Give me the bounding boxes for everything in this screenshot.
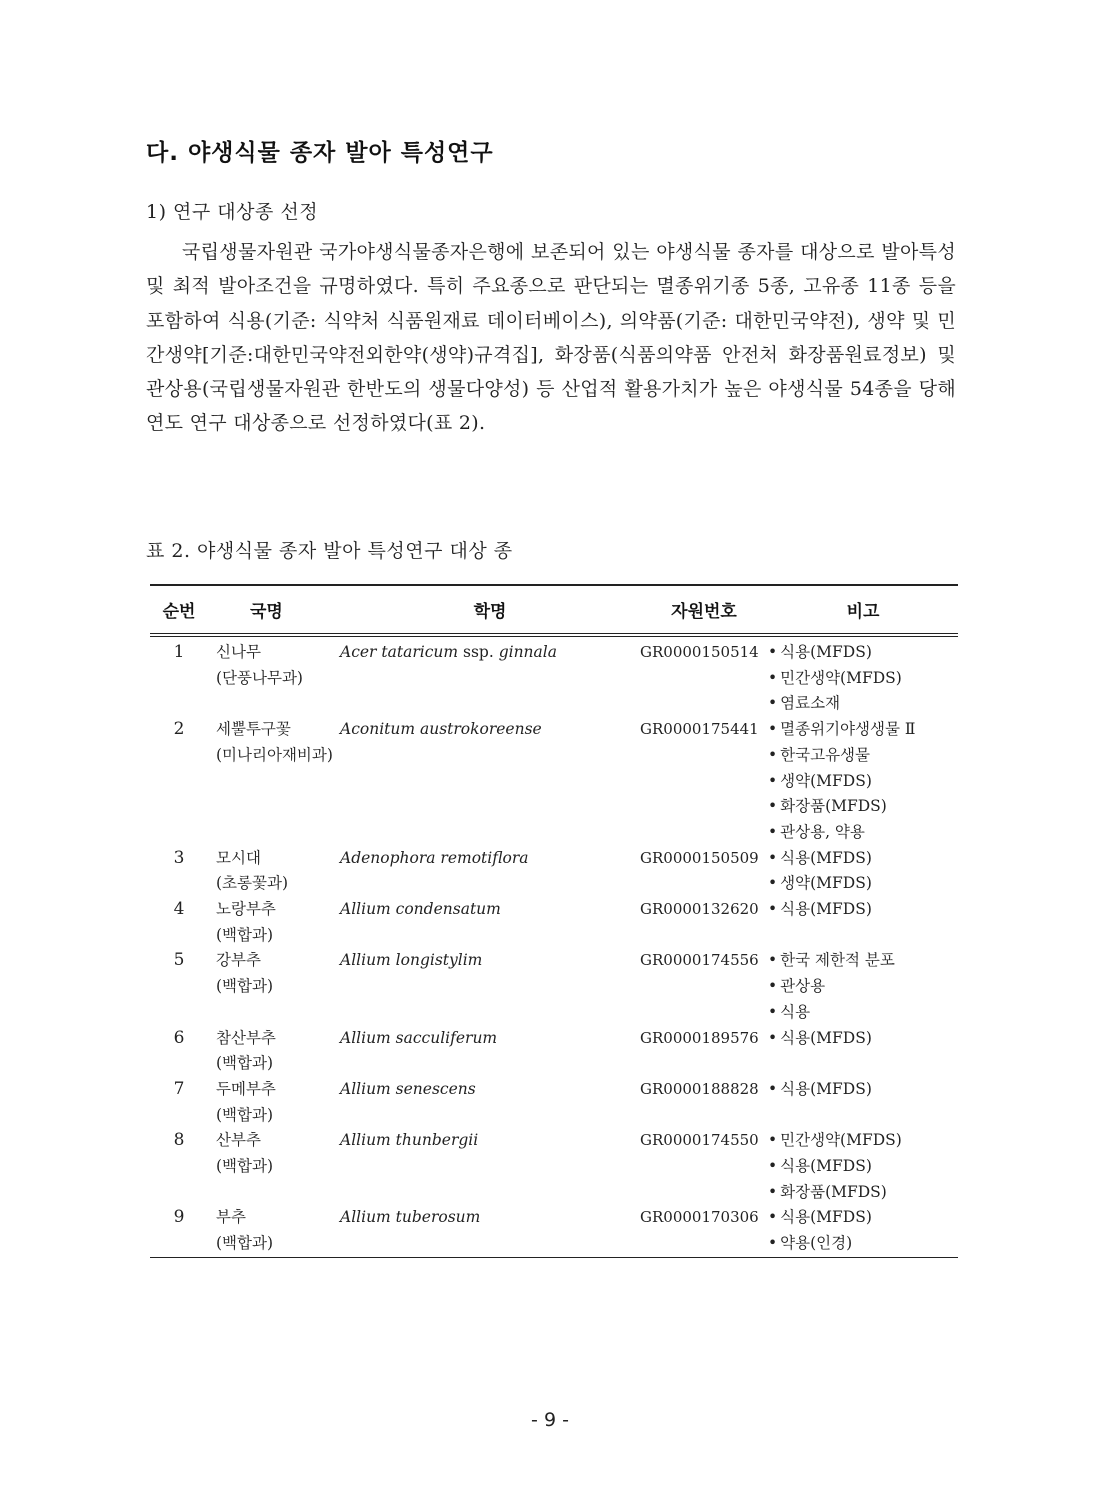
- scientific-name: Allium tuberosum: [340, 1208, 481, 1227]
- korean-name: 노랑부추: [216, 900, 276, 919]
- row-number: 8: [173, 1130, 185, 1151]
- row-number: 9: [173, 1207, 185, 1228]
- scientific-name: Adenophora remotiflora: [340, 848, 529, 867]
- note-item: • 한국고유생물: [768, 743, 958, 769]
- korean-name: 두메부추: [216, 1079, 276, 1098]
- note-item: • 멸종위기야생생물 Ⅱ: [768, 717, 958, 743]
- note-item: • 식용: [768, 1000, 958, 1026]
- note-item: • 식용(MFDS): [768, 897, 958, 923]
- header-scientific-name: 학명: [473, 602, 507, 622]
- resource-number: GR0000150514: [640, 643, 759, 661]
- infraspecific-epithet: ginnala: [498, 643, 557, 661]
- row-number: 3: [173, 847, 185, 868]
- korean-name: 모시대: [216, 848, 261, 867]
- note-item: • 식용(MFDS): [768, 1077, 958, 1103]
- scientific-name-cell: [340, 846, 640, 897]
- table-row: [150, 1205, 958, 1256]
- korean-name-cell: [208, 846, 340, 897]
- korean-name: 신나무: [216, 643, 261, 661]
- korean-name-cell: [208, 1077, 340, 1128]
- scientific-name: Allium thunbergii: [340, 1131, 479, 1150]
- family-name: (미나리아재비과): [216, 745, 333, 764]
- family-name: (백합과): [216, 977, 274, 996]
- resource-number: GR0000188828: [640, 1079, 759, 1098]
- scientific-name: Aconitum austrokoreense: [340, 720, 542, 739]
- row-number: 5: [173, 950, 185, 971]
- note-item: • 화장품(MFDS): [768, 794, 958, 820]
- resource-number: GR0000174550: [640, 1131, 759, 1150]
- note-item: • 한국 제한적 분포: [768, 948, 958, 974]
- note-cell: [768, 897, 958, 948]
- note-cell: [768, 640, 958, 717]
- note-cell: [768, 1026, 958, 1077]
- korean-name: 강부추: [216, 951, 261, 970]
- family-name: (백합과): [216, 1234, 274, 1253]
- note-item: • 식용(MFDS): [768, 1205, 958, 1231]
- scientific-name: Allium sacculiferum: [340, 1028, 498, 1047]
- table-row: [150, 1077, 958, 1128]
- row-number: 2: [173, 719, 185, 740]
- scientific-name-cell: [340, 897, 640, 948]
- note-cell: [768, 846, 958, 897]
- note-cell: [768, 948, 958, 1025]
- table-row: [150, 948, 958, 1025]
- table-row: [150, 846, 958, 897]
- note-item: • 민간생약(MFDS): [768, 1128, 958, 1154]
- table-row: [150, 640, 958, 717]
- scientific-name-cell: [340, 1026, 640, 1077]
- row-number: 6: [173, 1027, 185, 1048]
- species-table: [150, 584, 958, 1258]
- family-name: (초롱꽃과): [216, 874, 288, 893]
- korean-name: 참산부추: [216, 1028, 276, 1047]
- note-item: • 약용(인경): [768, 1231, 958, 1257]
- family-name: (백합과): [216, 1157, 274, 1176]
- family-name: (단풍나무과): [216, 668, 303, 687]
- note-item: • 민간생약(MFDS): [768, 666, 958, 692]
- row-number: 1: [173, 642, 185, 662]
- note-item: • 관상용: [768, 974, 958, 1000]
- scientific-name-cell: [340, 1077, 640, 1128]
- header-no: 순번: [162, 602, 196, 622]
- korean-name: 산부추: [216, 1131, 261, 1150]
- note-cell: [768, 1205, 958, 1256]
- scientific-name: Allium condensatum: [340, 900, 501, 919]
- table-body: [150, 637, 958, 1257]
- page-number: - 9 -: [531, 1409, 569, 1431]
- table-row: [150, 897, 958, 948]
- note-item: • 화장품(MFDS): [768, 1180, 958, 1206]
- korean-name-cell: [208, 717, 340, 846]
- korean-name-cell: [208, 948, 340, 1025]
- scientific-name-cell: [340, 640, 640, 717]
- scientific-name-cell: [340, 1128, 640, 1205]
- subsection-title: 1) 연구 대상종 선정: [146, 201, 319, 223]
- family-name: (백합과): [216, 925, 274, 944]
- header-note: 비고: [846, 602, 880, 622]
- scientific-name-cell: [340, 1205, 640, 1256]
- scientific-name: Allium senescens: [340, 1079, 476, 1098]
- scientific-name-cell: [340, 717, 640, 846]
- table-row: [150, 1026, 958, 1077]
- note-item: • 식용(MFDS): [768, 1154, 958, 1180]
- korean-name: 부추: [216, 1208, 246, 1227]
- note-item: • 식용(MFDS): [768, 846, 958, 872]
- note-cell: [768, 1077, 958, 1128]
- family-name: (백합과): [216, 1054, 274, 1073]
- note-cell: [768, 717, 958, 846]
- section-title: 다. 야생식물 종자 발아 특성연구: [146, 140, 494, 166]
- family-name: (백합과): [216, 1105, 274, 1124]
- resource-number: GR0000132620: [640, 900, 759, 919]
- resource-number: GR0000189576: [640, 1028, 759, 1047]
- header-resource-number: 자원번호: [671, 602, 737, 622]
- table-header: [150, 586, 958, 633]
- korean-name: 세뿔투구꽃: [216, 720, 291, 739]
- resource-number: GR0000174556: [640, 951, 759, 970]
- row-number: 7: [173, 1078, 185, 1099]
- resource-number: GR0000150509: [640, 848, 759, 867]
- table-caption: 표 2. 야생식물 종자 발아 특성연구 대상 종: [146, 540, 513, 562]
- table-row: [150, 717, 958, 846]
- korean-name-cell: [208, 1128, 340, 1205]
- scientific-name: Acer tataricum: [340, 643, 459, 661]
- scientific-name: Allium longistylim: [340, 951, 483, 970]
- korean-name-cell: [208, 640, 340, 717]
- note-item: • 생약(MFDS): [768, 871, 958, 897]
- header-korean-name: 국명: [250, 602, 283, 622]
- korean-name-cell: [208, 897, 340, 948]
- note-item: • 염료소재: [768, 691, 958, 717]
- scientific-name-cell: [340, 948, 640, 1025]
- rank-abbreviation: ssp.: [458, 643, 499, 661]
- note-item: • 생약(MFDS): [768, 769, 958, 795]
- note-item: • 식용(MFDS): [768, 1026, 958, 1052]
- resource-number: GR0000170306: [640, 1208, 759, 1227]
- resource-number: GR0000175441: [640, 720, 759, 739]
- korean-name-cell: [208, 1026, 340, 1077]
- note-cell: [768, 1128, 958, 1205]
- note-item: • 식용(MFDS): [768, 640, 958, 666]
- table-row: [150, 1128, 958, 1205]
- body-paragraph: 국립생물자원관 국가야생식물종자은행에 보존되어 있는 야생식물 종자를 대상으로 발아특성 및 최적 발아조건을 규명하였다. 특히 주요종으로 판단되는 멸종위기종 5종, 고유종 11종 등을 포함하여 식용(기준: 식약처 식품원재료 데이터베이스), 의약품(기준: 대한민국약전), 생약 및 민간생약[기준:대한민국약전외한약(생약)규격집], 화장품(식품의약품 안전처 화장품원료정보) 및 관상용(국립생물자원관 한반도의 생물다양성) 등 산업적 활용가치가 높은 야생식물 54종을 당해연도 연구 대상종으로 선정하였다(표 2).: [146, 241, 956, 435]
- row-number: 4: [173, 899, 185, 920]
- note-item: • 관상용, 약용: [768, 820, 958, 846]
- korean-name-cell: [208, 1205, 340, 1256]
- table-bottom-rule: [150, 1257, 958, 1258]
